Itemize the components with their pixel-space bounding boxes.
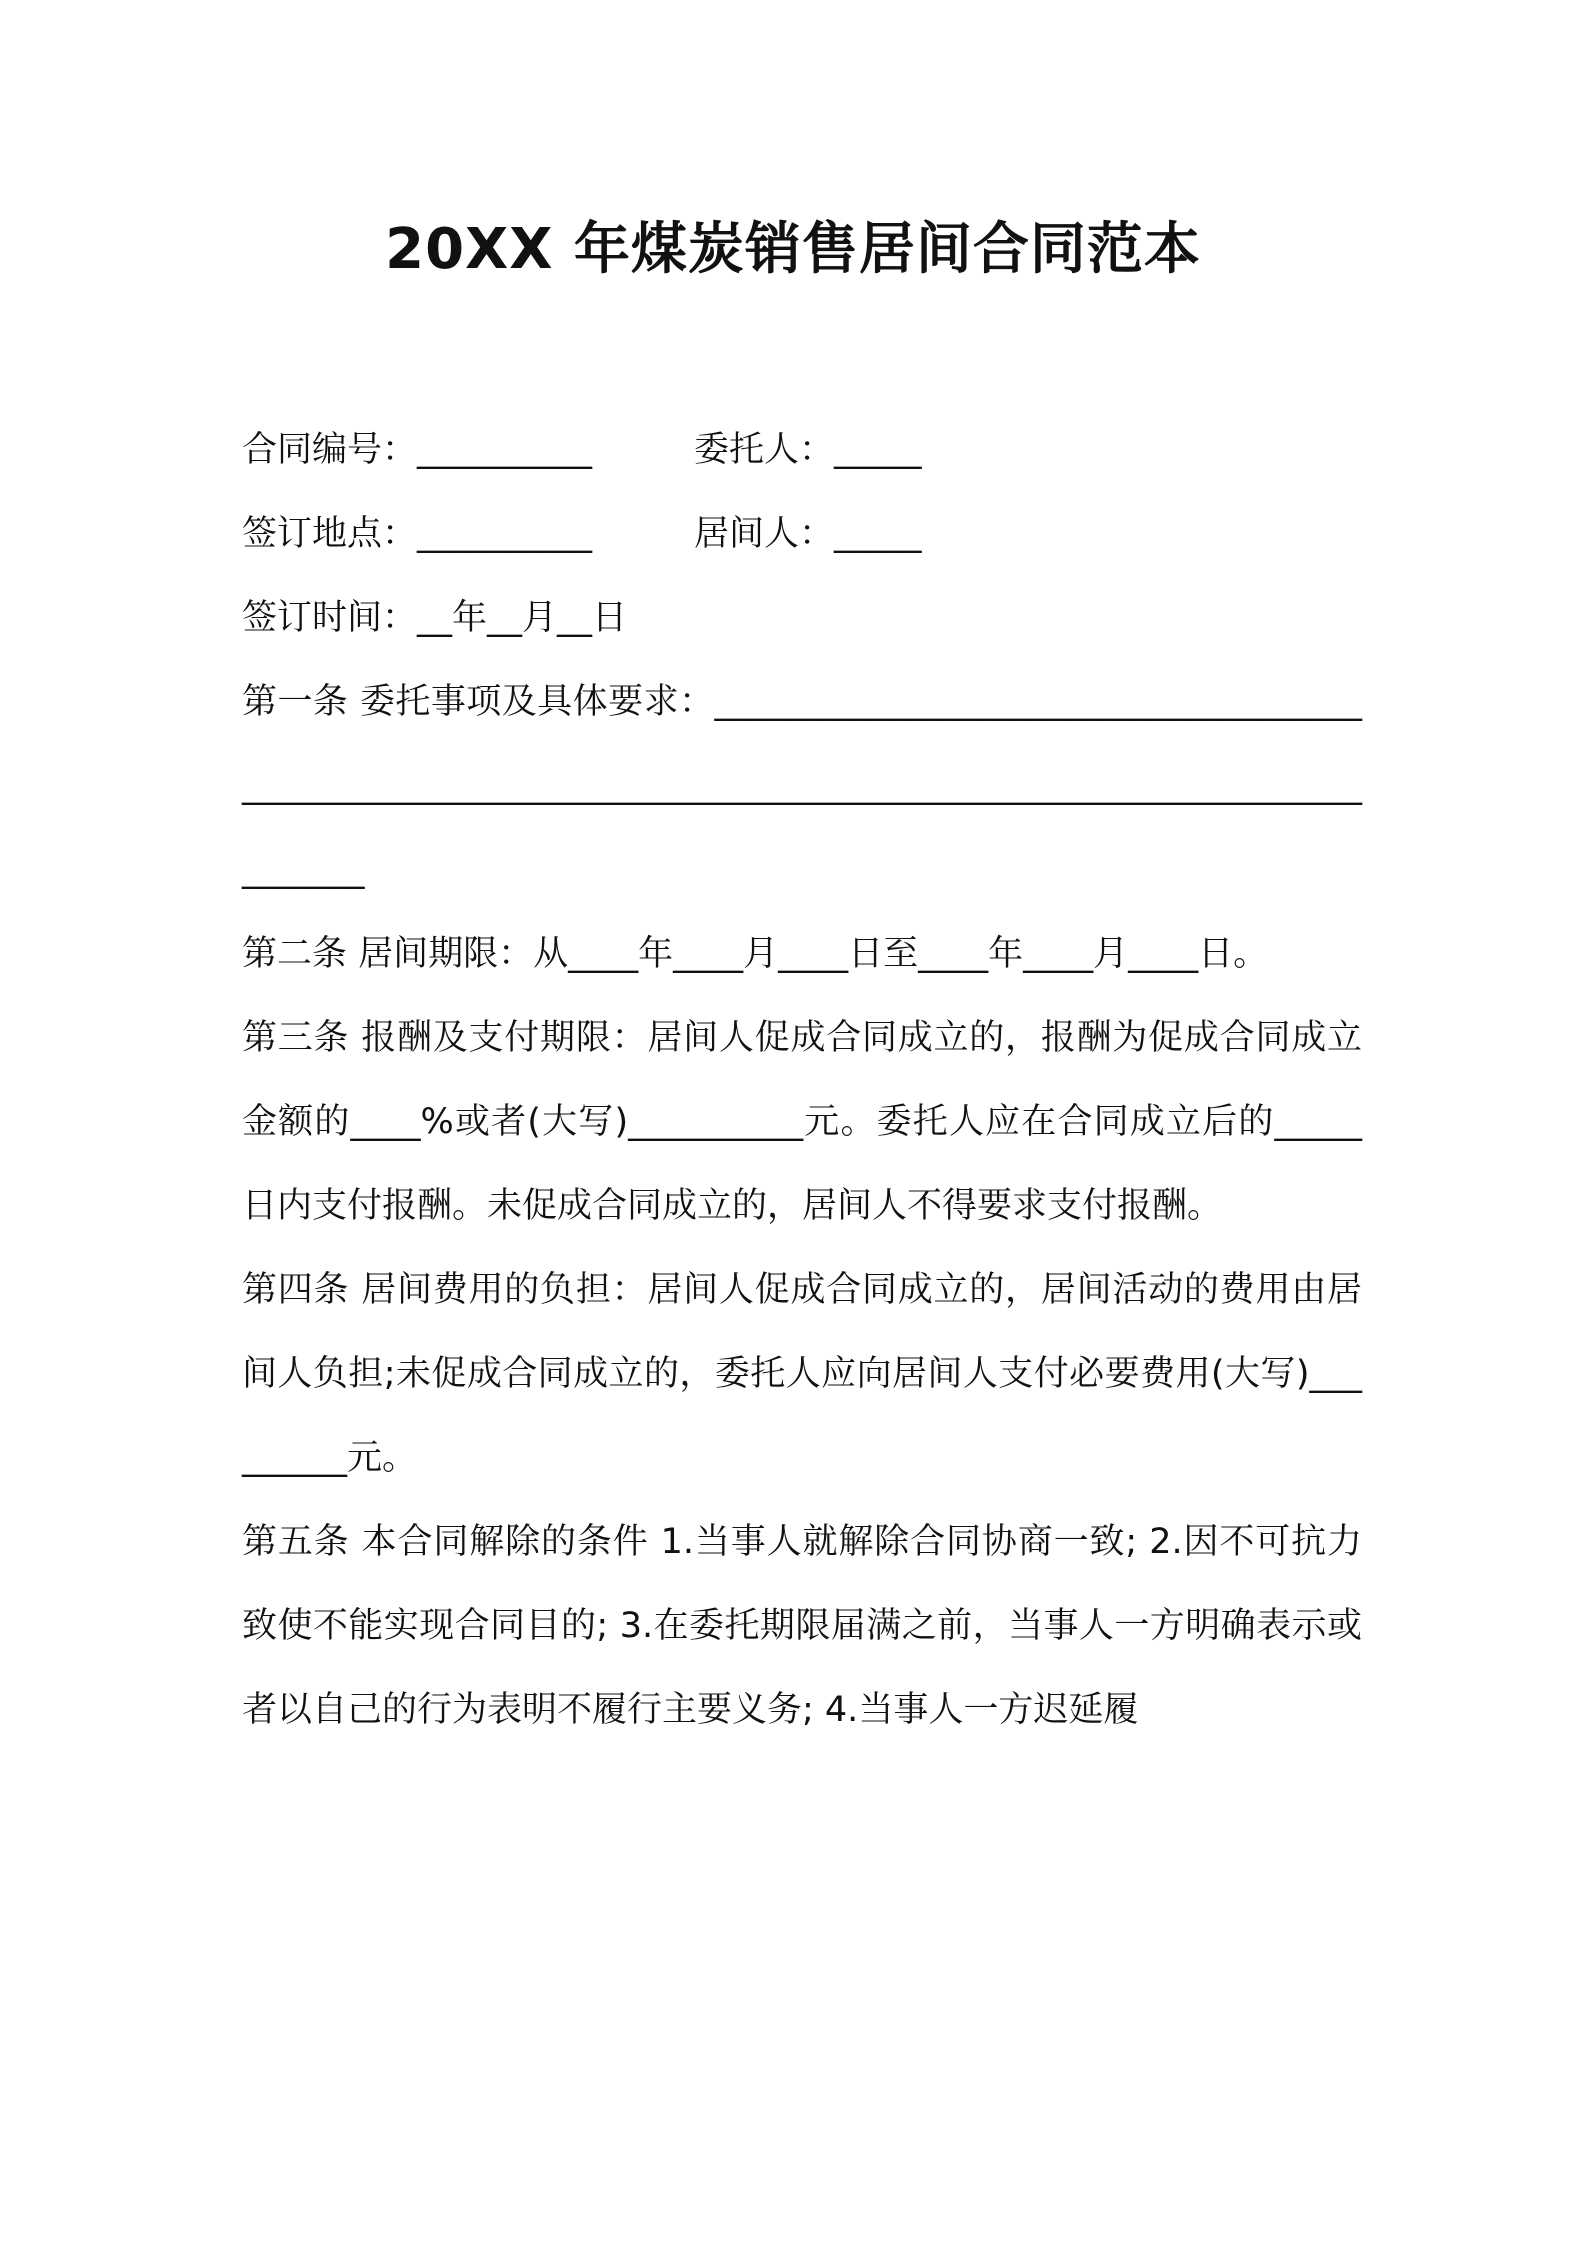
intermediary-field: 居间人：_____ [694,514,922,554]
article-4: 第四条 居间费用的负担：居间人促成合同成立的，居间活动的费用由居间人负担;未促成合同成立的，委托人应向居间人支付必要费用(大写)_________元。 [242,1270,1362,1478]
meta-row-3 [242,576,1362,660]
article-1: 第一条 委托事项及具体要求：____________________________________________________________________________________________________________ [242,682,1362,890]
document-title: 20XX 年煤炭销售居间合同范本 [385,217,1201,282]
article-5: 第五条 本合同解除的条件 1.当事人就解除合同协商一致; 2.因不可抗力致使不能实现合同目的; 3.在委托期限届满之前，当事人一方明确表示或者以自己的行为表明不履行主要义务; 4.当事人一方迟延履 [242,1522,1362,1730]
article-3: 第三条 报酬及支付期限：居间人促成合同成立的，报酬为促成合同成立金额的____%或者(大写)__________元。委托人应在合同成立后的_____日内支付报酬。未促成合同成立的，居间人不得要求支付报酬。 [242,1018,1362,1226]
principal-field: 委托人：_____ [694,430,922,470]
article-2: 第二条 居间期限：从____年____月____日至____年____月____日。 [242,934,1269,974]
meta-row-2 [242,492,1362,576]
document-body [242,408,1362,1752]
sign-place-field: 签订地点：__________ [242,514,593,554]
meta-row-1 [242,408,1362,492]
sign-time-field: 签订时间：__年__月__日 [242,598,628,638]
contract-number-field: 合同编号：__________ [242,430,593,470]
